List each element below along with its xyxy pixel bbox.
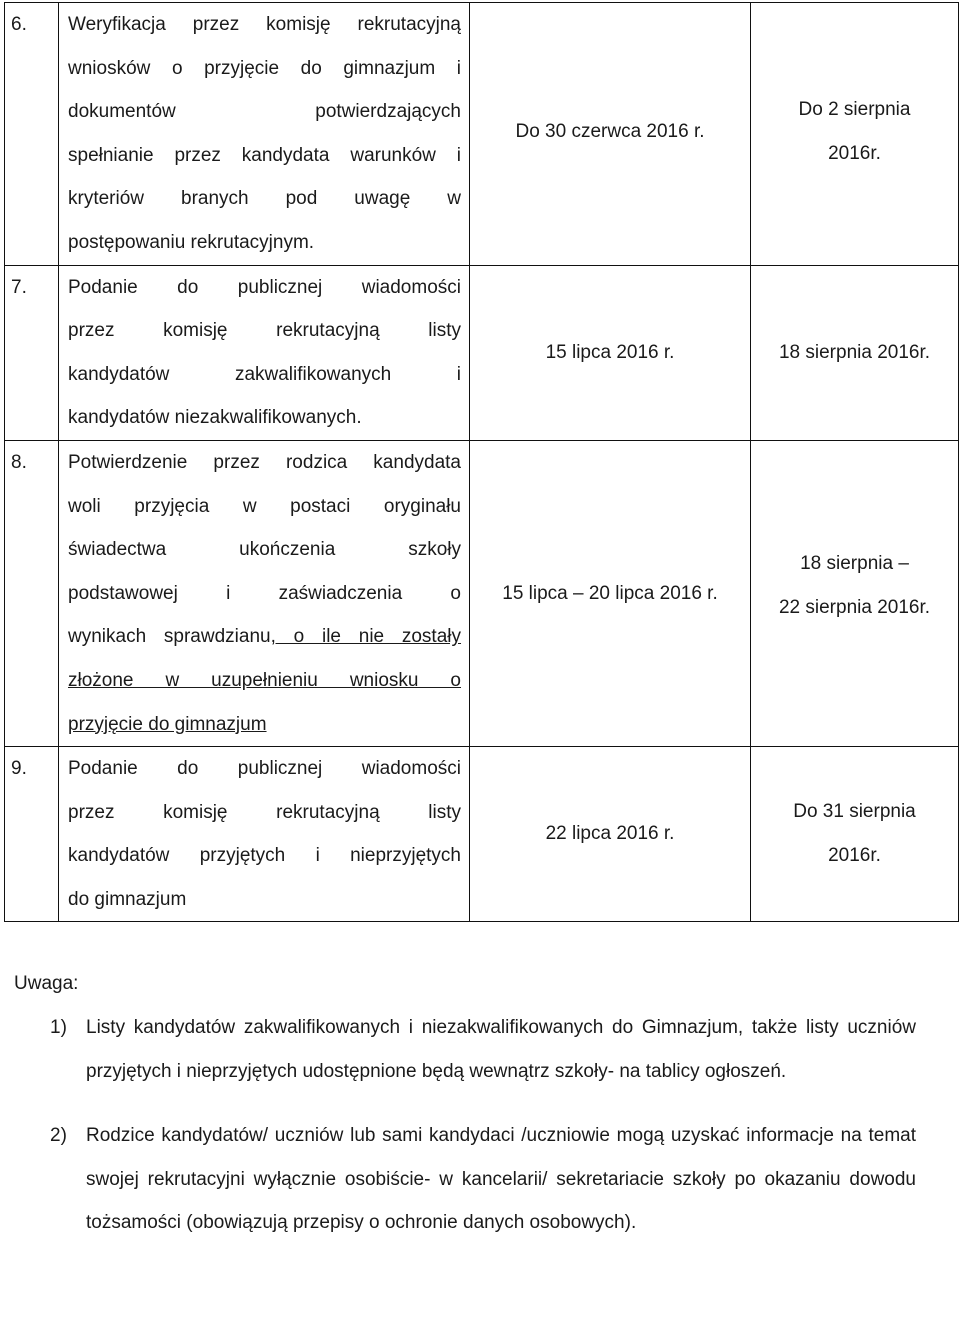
description-line: kandydatów niezakwalifikowanych. <box>68 407 362 429</box>
supplementary-deadline <box>751 747 959 922</box>
primary-deadline <box>470 747 751 922</box>
row-description <box>59 3 470 266</box>
description-line: Potwierdzenie przez rodzica kandydata <box>68 451 461 473</box>
table-row <box>5 440 959 746</box>
primary-deadline <box>470 440 751 746</box>
description-line: przez komisję rekrutacyjną listy <box>68 320 461 342</box>
primary-deadline-text: 15 lipca 2016 r. <box>545 341 675 363</box>
primary-deadline <box>470 3 751 266</box>
table-row <box>5 265 959 440</box>
recruitment-schedule-table <box>4 2 959 922</box>
description-line: podstawowej i zaświadczenia o <box>68 582 461 604</box>
notes-title: Uwaga: <box>14 973 79 994</box>
notes-section <box>14 962 916 1245</box>
supplementary-deadline-line2: 2016r. <box>828 142 881 164</box>
supplementary-deadline <box>751 3 959 266</box>
row-number: 9. <box>5 747 59 922</box>
primary-deadline-text: 22 lipca 2016 r. <box>545 823 675 845</box>
description-line: postępowaniu rekrutacyjnym. <box>68 231 315 253</box>
supplementary-deadline-line2: 2016r. <box>828 845 881 867</box>
primary-deadline-text: 15 lipca – 20 lipca 2016 r. <box>502 582 718 604</box>
description-line: Podanie do publicznej wiadomości <box>68 276 461 298</box>
description-line: złożone w uzupełnieniu wniosku o <box>68 669 461 691</box>
description-line: kandydatów zakwalifikowanych i <box>68 363 461 385</box>
description-line: woli przyjęcia w postaci oryginału <box>68 495 461 517</box>
note-marker: 2) <box>50 1125 67 1146</box>
supplementary-deadline-line2: 22 sierpnia 2016r. <box>778 596 931 618</box>
table-row <box>5 3 959 266</box>
description-line <box>68 615 461 659</box>
supplementary-deadline-line1: 18 sierpnia – <box>800 552 909 574</box>
note-item <box>14 1114 916 1245</box>
description-line: przez komisję rekrutacyjną listy <box>68 801 461 823</box>
description-line: do gimnazjum <box>68 888 187 910</box>
row-description <box>59 440 470 746</box>
row-description <box>59 747 470 922</box>
description-line: Podanie do publicznej wiadomości <box>68 758 461 780</box>
supplementary-deadline <box>751 265 959 440</box>
underlined-fragment: , o ile nie zostały <box>270 626 462 648</box>
description-line: kandydatów przyjętych i nieprzyjętych <box>68 845 461 867</box>
note-marker: 1) <box>50 1017 67 1038</box>
supplementary-deadline-line1: 18 sierpnia 2016r. <box>778 341 931 363</box>
description-line: świadectwa ukończenia szkoły <box>68 539 461 561</box>
description-line: przyjęcie do gimnazjum <box>68 713 267 735</box>
row-description <box>59 265 470 440</box>
row-number: 7. <box>5 265 59 440</box>
row-number: 6. <box>5 3 59 266</box>
description-line: wniosków o przyjęcie do gimnazjum i <box>68 57 461 79</box>
description-line: spełnianie przez kandydata warunków i <box>68 144 461 166</box>
description-fragment: wynikach sprawdzianu <box>68 626 271 648</box>
supplementary-deadline-line1: Do 2 sierpnia <box>798 98 911 120</box>
description-line: dokumentów potwierdzających <box>68 101 461 123</box>
note-item <box>14 1006 916 1093</box>
table-row <box>5 747 959 922</box>
supplementary-deadline <box>751 440 959 746</box>
row-number: 8. <box>5 440 59 746</box>
note-text: Listy kandydatów zakwalifikowanych i niezakwalifikowanych do Gimnazjum, także listy uczniów przyjętych i nieprzyjętych udostępnione będą wewnątrz szkoły- na tablicy ogłoszeń. <box>86 1017 916 1082</box>
supplementary-deadline-line1: Do 31 sierpnia <box>793 801 916 823</box>
note-text: Rodzice kandydatów/ uczniów lub sami kandydaci /uczniowie mogą uzyskać informacje na temat swojej rekrutacyjni wyłącznie osobiście- w kancelarii/ sekretariacie szkoły po okazaniu dowodu tożsamości (obowiązują przepisy o ochronie danych osobowych). <box>86 1125 916 1233</box>
description-line: Weryfikacja przez komisję rekrutacyjną <box>68 14 461 35</box>
primary-deadline-text: Do 30 czerwca 2016 r. <box>515 120 705 142</box>
primary-deadline <box>470 265 751 440</box>
description-line: kryteriów branych pod uwagę w <box>68 188 461 210</box>
